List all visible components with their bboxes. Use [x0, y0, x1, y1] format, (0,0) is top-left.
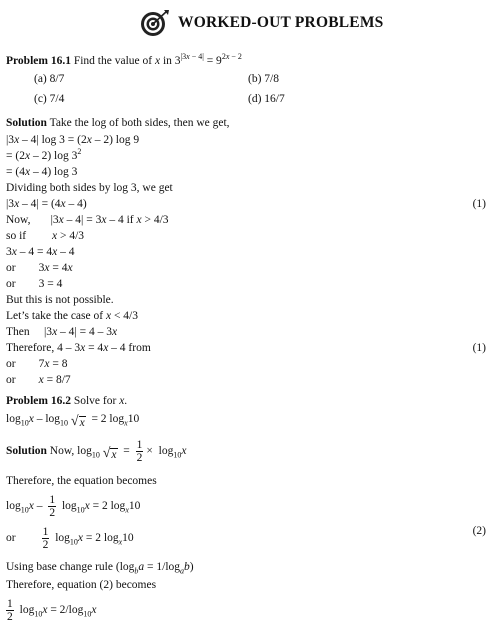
- solution-label: Solution: [6, 445, 47, 458]
- solution-line: Solution Now, $\log_{10}$ √ x = $\frac{1}{2}$ × $\log_{10}x$: [6, 439, 187, 464]
- problem-16-1: Problem 16.1 Find the value of x in $3^{|3x - 4|} = 9^{2x - 2}$: [6, 52, 242, 67]
- solution-label: Solution: [6, 117, 47, 129]
- problem-label: Problem 16.1: [6, 55, 71, 67]
- equation-line: |3x – 4| log 3 = (2x – 2) log 9: [6, 134, 140, 146]
- option-c: (c) 7/4: [34, 93, 65, 105]
- problem-16-2: Problem 16.2 Solve for x.: [6, 395, 128, 407]
- equation-line: = (4x – 4) log 3: [6, 166, 78, 178]
- problem-label: Problem 16.2: [6, 395, 71, 407]
- text-line: But this is not possible.: [6, 294, 114, 306]
- base-change-label: Using base change rule: [6, 561, 113, 573]
- equation-number: (1): [472, 342, 486, 354]
- problem-text: Solve for: [73, 395, 117, 407]
- equation-line: or 7x = 8: [6, 358, 68, 370]
- equation-line: so if x > 4/3: [6, 230, 85, 242]
- equation-number: (1): [472, 198, 486, 210]
- text-line: Therefore, the equation becomes: [6, 475, 157, 487]
- equation-line: $\frac{1}{2}$ $\log_{10}x = 2/\log_{10}x$: [7, 598, 97, 623]
- equation-line: or 3 = 4: [6, 278, 63, 290]
- equation-line: Therefore, 4 – 3x = 4x – 4 from: [6, 342, 151, 354]
- equation-number: (2): [472, 525, 486, 537]
- text-line: Therefore, equation (2) becomes: [6, 579, 157, 591]
- text-line: Using base change rule $(\log_ba = 1/\log_ab)$: [6, 561, 194, 576]
- equation-line: Let’s take the case of x < 4/3: [6, 310, 138, 322]
- text-line: Dividing both sides by log 3, we get: [6, 182, 173, 194]
- section-title: WORKED-OUT PROBLEMS: [178, 14, 384, 31]
- equation-line: |3x – 4| = (4x – 4): [6, 198, 87, 210]
- option-d: (d) 16/7: [248, 93, 285, 105]
- problem-text: Find the value of: [73, 55, 153, 67]
- equation-line: or 3x = 4x: [6, 262, 73, 274]
- equation-line: or x = 8/7: [6, 374, 71, 386]
- equation-line: or $\frac{1}{2}$ $\log_{10}x = 2$ $\log_x10$: [6, 526, 134, 551]
- equation-line: = (2x – 2) $\log 3^2$: [6, 147, 82, 162]
- equation-line: $\log_{10}x - \log_{10}$ √ x = 2 $\log_x10$: [6, 413, 140, 429]
- equation-line: Then |3x – 4| = 4 – 3x: [6, 326, 118, 338]
- solution-line: [6, 116, 230, 130]
- equation-line: $\log_{10}x$ – $\frac{1}{2}$ $\log_{10}x = 2$ $\log_x10$: [6, 494, 141, 519]
- solution-intro: Take the log of both sides, then we get,: [49, 117, 230, 129]
- equation-line: Now, |3x – 4| = 3x – 4 if x > 4/3: [6, 214, 169, 226]
- equation-line: 3x – 4 = 4x – 4: [6, 246, 75, 258]
- section-header: [138, 9, 383, 37]
- option-a: (a) 8/7: [34, 73, 65, 85]
- option-b: (b) 7/8: [248, 73, 279, 85]
- target-icon: [138, 9, 170, 37]
